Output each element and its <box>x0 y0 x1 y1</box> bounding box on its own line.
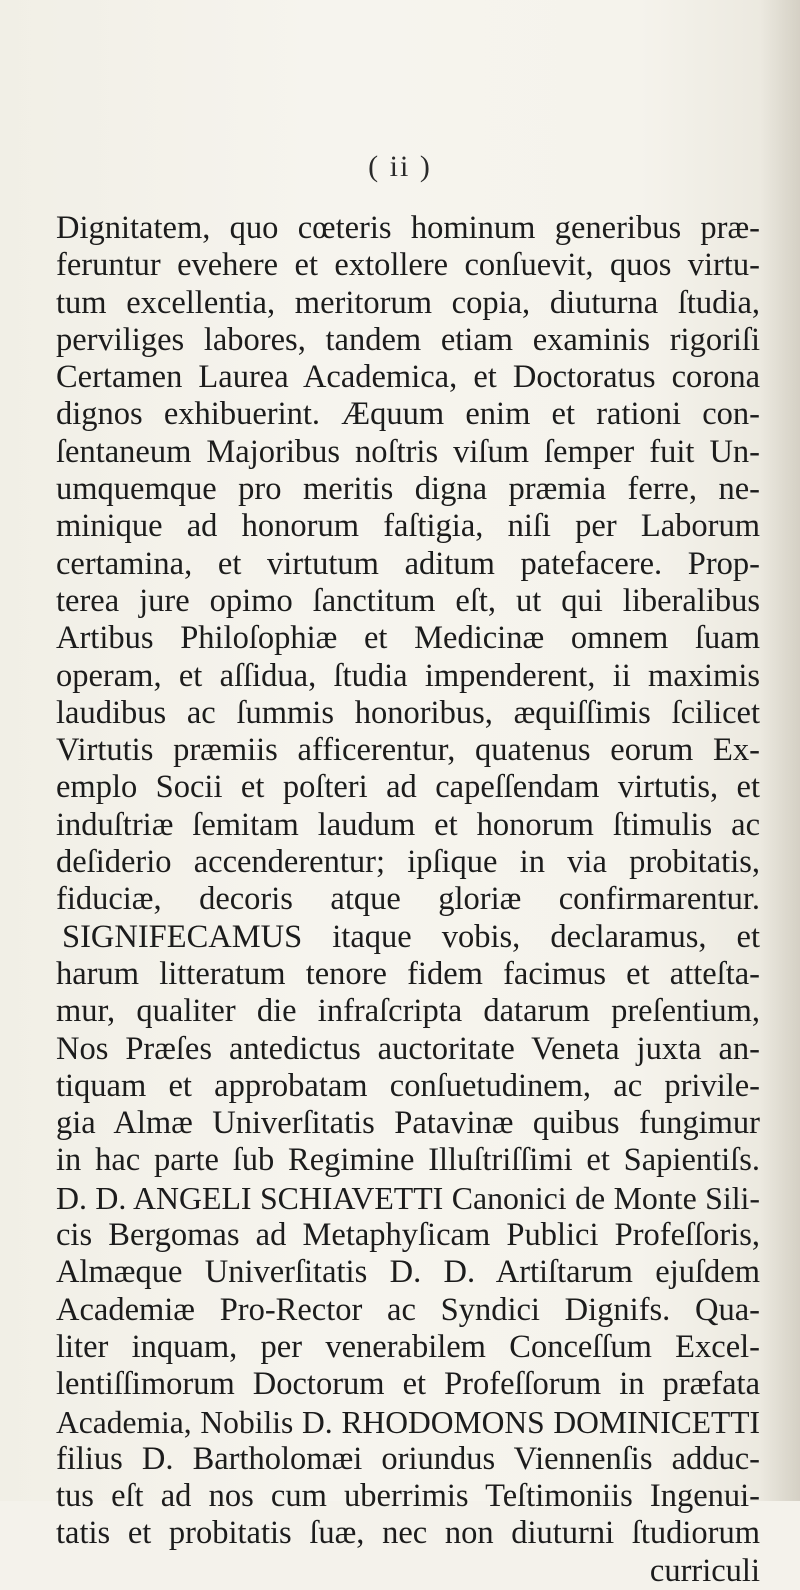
text-line: cis Bergomas ad Metaphyſicam Publici Profeſſoris, <box>56 1217 760 1254</box>
text-line: terea jure opimo ſanctitum eſt, ut qui liberalibus <box>56 582 760 619</box>
text-line: Certamen Laurea Academica, et Doctoratus corona <box>56 359 760 396</box>
text-line: SIGNIFECAMUS itaque vobis, declaramus, et <box>62 918 760 955</box>
text-line: D. D. ANGELI SCHIAVETTI Canonici de Monte Sili- <box>56 1180 760 1216</box>
text-line: lentiſſimorum Doctorum et Profeſſorum in præfata <box>56 1366 760 1403</box>
body-text <box>56 210 760 1590</box>
text-line: liter inquam, per venerabilem Conceſſum Excel- <box>56 1328 760 1365</box>
text-line: tatis et probitatis ſuæ, nec non diuturni ſtudiorum <box>56 1515 760 1552</box>
text-line: tiquam et approbatam conſuetudinem, ac privile- <box>56 1067 760 1104</box>
text-line: Academia, Nobilis D. RHODOMONS DOMINICETTI <box>56 1404 760 1440</box>
text-line: Nos Præſes antedictus auctoritate Veneta juxta an- <box>56 1030 760 1067</box>
page-edge-shadow <box>760 0 800 1501</box>
text-line: perviliges labores, tandem etiam examinis rigoriſi <box>56 321 760 358</box>
text-line: gia Almæ Univerſitatis Patavinæ quibus fungimur <box>56 1105 760 1142</box>
text-line: Almæque Univerſitatis D. D. Artiſtarum ejuſdem <box>56 1254 760 1291</box>
text-line: tum excellentia, meritorum copia, diuturna ſtudia, <box>56 284 760 321</box>
text-line: ſentaneum Majoribus noſtris viſum ſemper fuit Un- <box>56 433 760 470</box>
text-line: in hac parte ſub Regimine Illuſtriſſimi et Sapientiſs. <box>56 1142 760 1179</box>
text-line: feruntur evehere et extollere conſuevit, quos virtu- <box>56 247 760 284</box>
text-line: Virtutis præmiis afficerentur, quatenus eorum Ex- <box>56 732 760 769</box>
text-line: tus eſt ad nos cum uberrimis Teſtimoniis Ingenui- <box>56 1478 760 1515</box>
text-line: dignos exhibuerint. Æquum enim et rationi con- <box>56 396 760 433</box>
text-line: Academiæ Pro-Rector ac Syndici Dignifs. Qua- <box>56 1291 760 1328</box>
text-line: emplo Socii et poſteri ad capeſſendam virtutis, et <box>56 769 760 806</box>
text-line-catchword: curriculi <box>649 1552 760 1589</box>
text-line: filius D. Bartholomæi oriundus Viennenſis adduc- <box>56 1440 760 1477</box>
text-line: induſtriæ ſemitam laudum et honorum ſtimulis ac <box>56 806 760 843</box>
text-line: operam, et aſſidua, ſtudia impenderent, ii maximis <box>56 657 760 694</box>
text-line: fiduciæ, decoris atque gloriæ confirmarentur. <box>56 881 760 918</box>
text-line: umquemque pro meritis digna præmia ferre, ne- <box>56 471 760 508</box>
page-number: ( ii ) <box>368 150 432 183</box>
text-line: laudibus ac ſummis honoribus, æquiſſimis ſcilicet <box>56 694 760 731</box>
text-line: Dignitatem, quo cœteris hominum generibus præ- <box>56 210 760 246</box>
text-line: deſiderio accenderentur; ipſique in via probitatis, <box>56 844 760 881</box>
text-line: minique ad honorum faſtigia, niſi per Laborum <box>56 508 760 545</box>
text-line: mur, qualiter die infraſcripta datarum preſentium, <box>56 993 760 1030</box>
text-line: certamina, et virtutum aditum patefacere. Prop- <box>56 545 760 582</box>
text-line: Artibus Philoſophiæ et Medicinæ omnem ſuam <box>56 620 760 657</box>
text-line: harum litteratum tenore fidem facimus et atteſta- <box>56 955 760 992</box>
